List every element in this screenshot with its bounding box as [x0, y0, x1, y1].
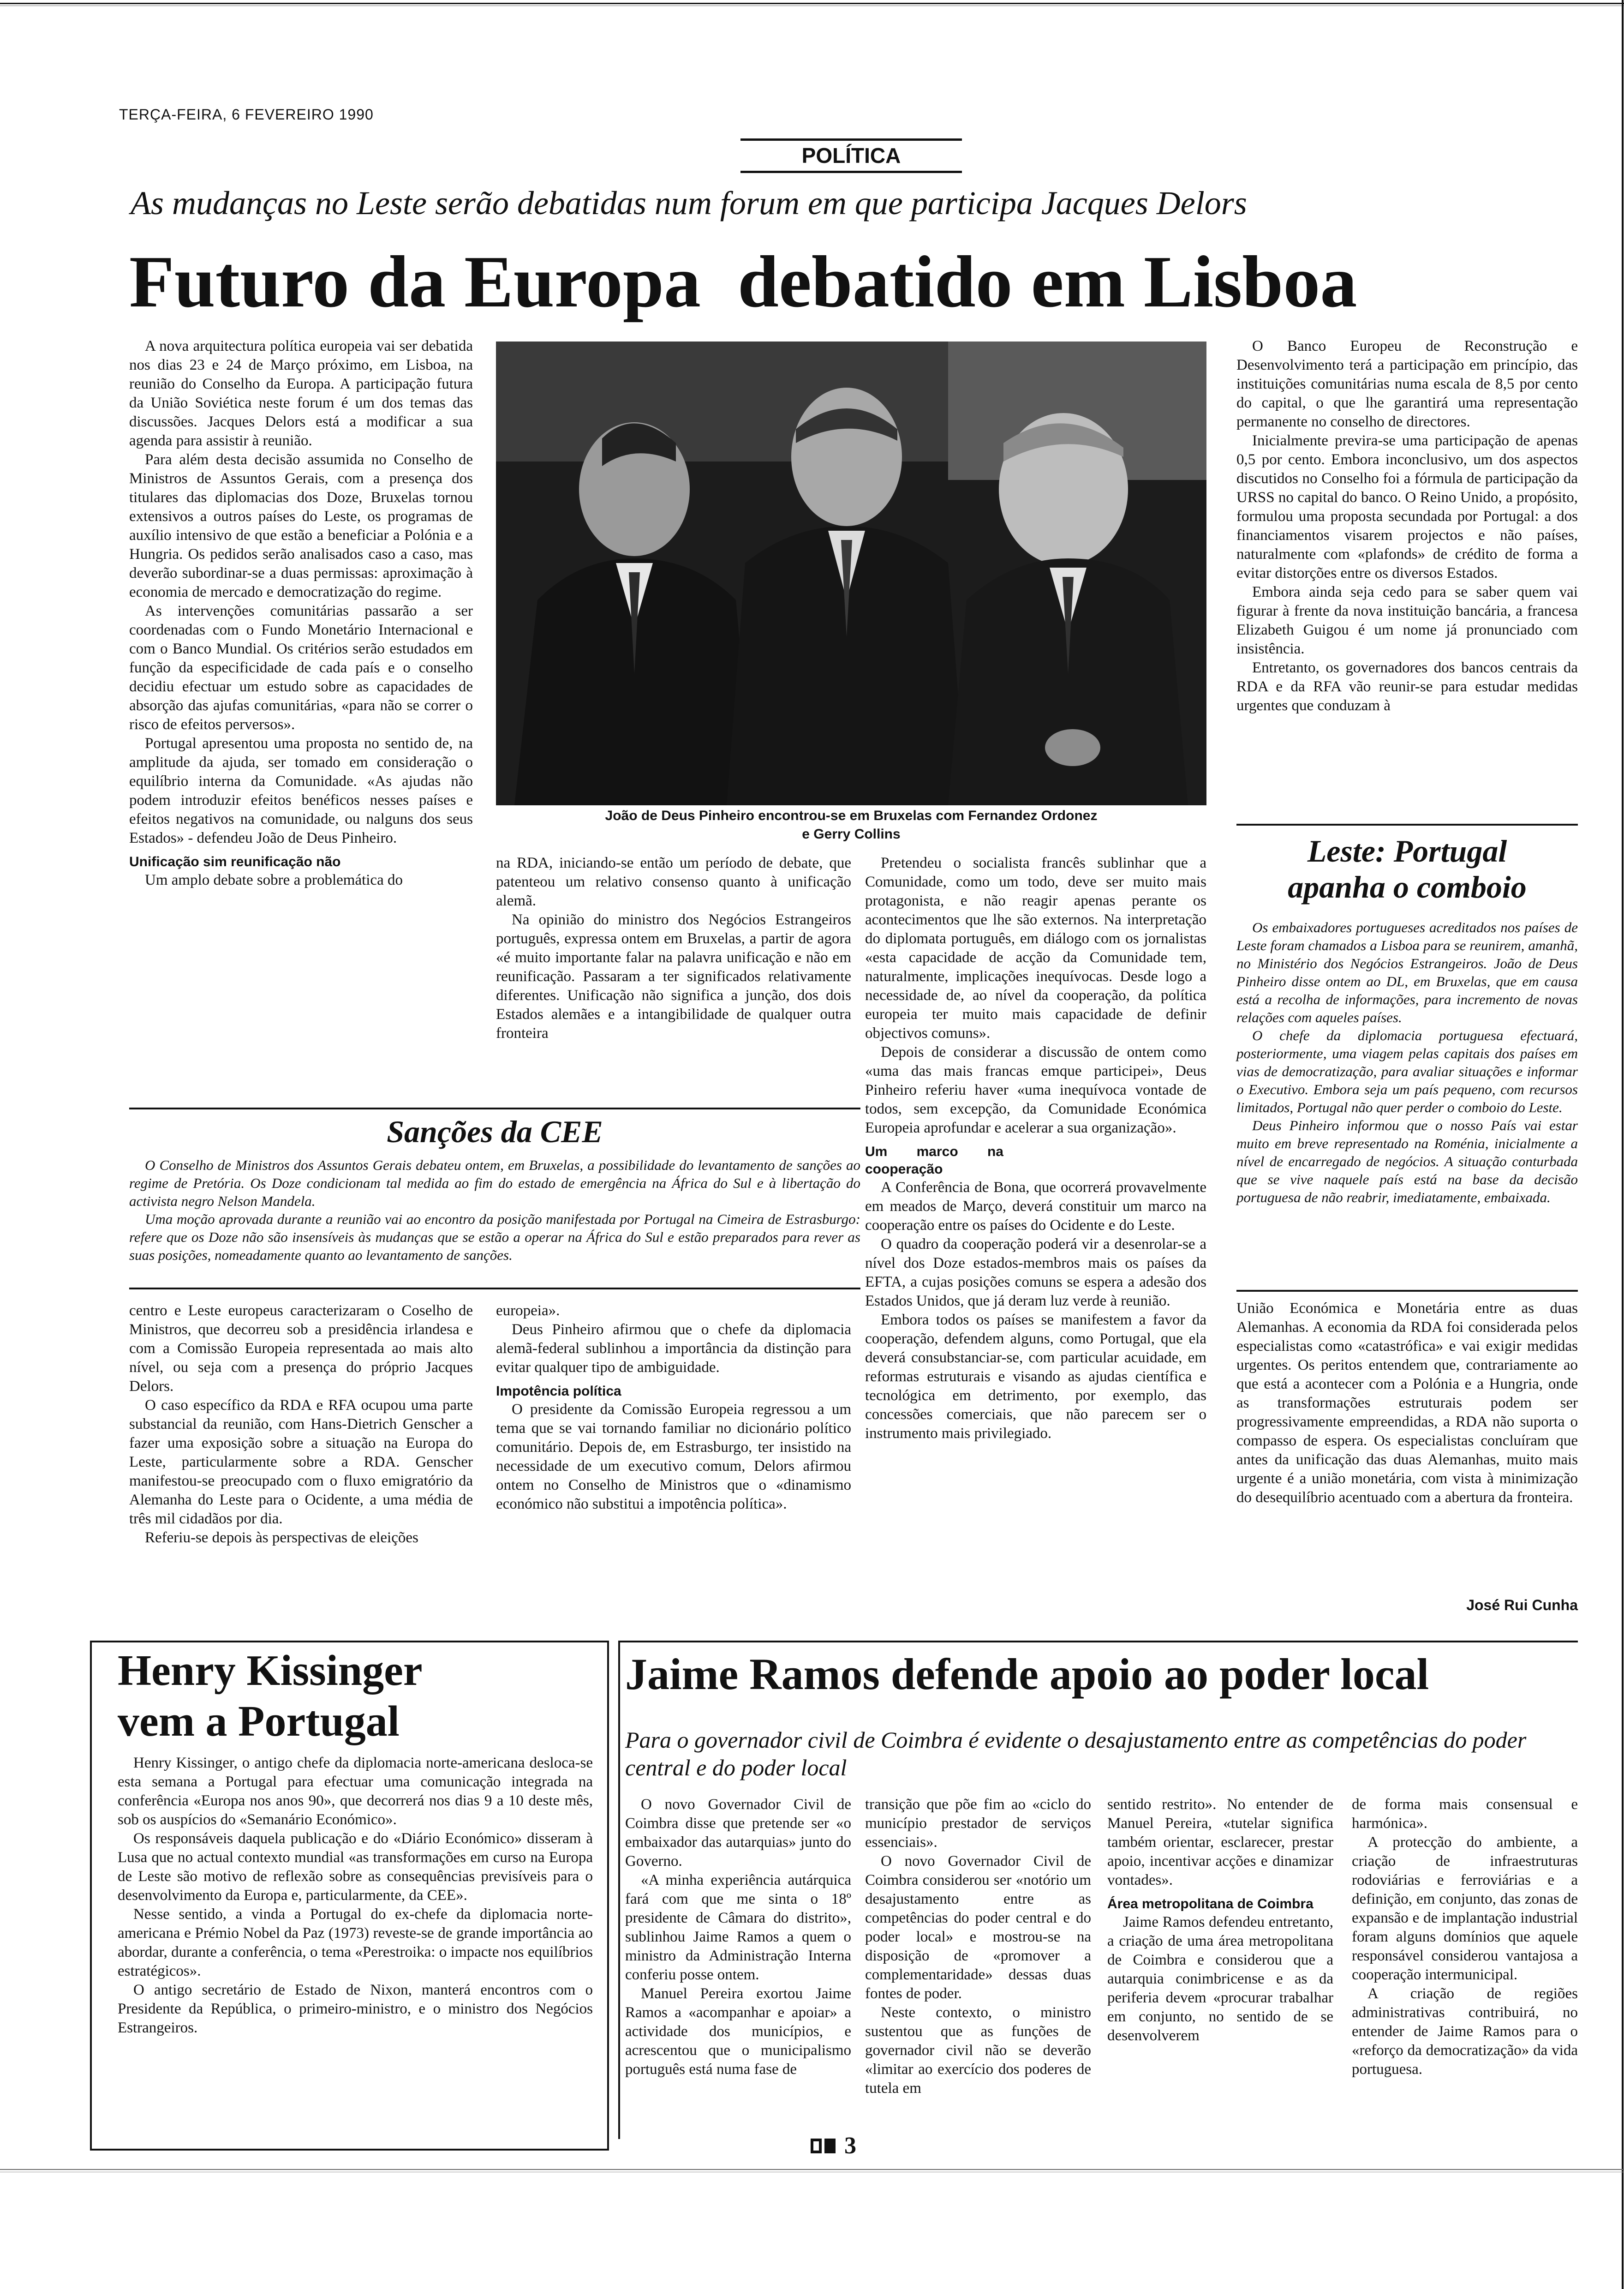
dl-logo-icon — [810, 2137, 837, 2155]
photo-illustration — [496, 342, 1206, 805]
subheading: Impotência política — [496, 1384, 621, 1399]
main-col3 — [865, 854, 1206, 1443]
paragraph: Henry Kissinger, o antigo chefe da diplomacia norte-americana desloca-se esta semana a Portugal para efectuar uma comunicação integrada na conferência «Europa nos anos 90», que decorrerá nos dias 9 a 10 deste mês, sob os auspícios do «Semanário Económico». — [118, 1755, 593, 1828]
paragraph: Manuel Pereira exortou Jaime Ramos a «acompanhar e apoiar» a actividade dos municípios, e acrescentou que o municipalismo português está numa fase de — [625, 1985, 851, 2078]
paragraph: transição que põe fim ao «ciclo do município prestador de serviços essenciais». — [865, 1796, 1091, 1851]
paragraph: A nova arquitectura política europeia vai ser debatida nos dias 23 e 24 de Março próximo, em Lisboa, na reunião do Conselho da Europa. A participação futura da União Soviética neste forum é um dos temas das discussões. Jacques Delors está a modificar a sua agenda para assistir à reunião. — [129, 338, 473, 449]
leste-body — [1236, 918, 1578, 1206]
photo-caption-line: João de Deus Pinheiro encontrou-se em Bruxelas com Fernandez Ordonez — [605, 808, 1098, 823]
paragraph: Embora ainda seja cedo para se saber quem vai figurar à frente da nova instituição bancária, a francesa Elizabeth Guigou é um nome já pronunciado com insistência. — [1236, 584, 1578, 657]
sancoes-rule-bottom — [129, 1288, 860, 1289]
leste-title-line: apanha o comboio — [1288, 869, 1527, 905]
paragraph: Na opinião do ministro dos Negócios Estrangeiros português, expressa ontem em Bruxelas, a partir de agora «é muito importante falar na palavra unificação e não em reunificação. Passaram a ter significados relativamente diferentes. Unificação não significa a junção, dos dois Estados alemães e a intangibilidade de qualquer outra fronteira — [496, 911, 851, 1042]
news-photo — [496, 342, 1206, 805]
kissinger-body — [118, 1754, 593, 2037]
ramos-kicker: Para o governador civil de Coimbra é evidente o desajustamento entre as competências do poder central e do poder local — [625, 1727, 1527, 1780]
top-border — [0, 3, 1624, 4]
paragraph: A protecção do ambiente, a criação de infraestruturas rodoviárias e ferroviárias e a definição, em conjunto, das zonas de expansão e de implantação industrial foram alguns domínios que aquele responsável considerou vantajosa a cooperação intermunicipal. — [1352, 1834, 1578, 1983]
paragraph: Os responsáveis daquela publicação e do «Diário Económico» disseram à Lusa que no actual contexto mundial «as transformações em curso na Europa de Leste são motivo de reflexão sobre as consequências previsíveis para o desenvolvimento da Europa e, particularmente, da CEE». — [118, 1830, 593, 1904]
paragraph: Embora todos os países se manifestem a favor da cooperação, defendem alguns, como Portugal, que ela deverá consubstanciar-se, com particular acuidade, em reformas estruturais e visando as ajudas científica e tecnológica em detrimento, por exemplo, das concessões comerciais, que não parecem ser o instrumento mais privilegiado. — [865, 1312, 1206, 1442]
page-number: 3 — [844, 2133, 856, 2159]
subheading: Um marco na cooperação — [865, 1144, 1003, 1177]
sancoes-title: Sanções da CEE — [387, 1114, 603, 1149]
photo-caption — [496, 807, 1206, 844]
paragraph: O Conselho de Ministros dos Assuntos Gerais debateu ontem, em Bruxelas, a possibilidade do levantamento de sanções ao regime de Pretória. Os Doze condicionam tal medida ao fim do estado de emergência na África do Sul e à libertação do activista negro Nelson Mandela. — [129, 1157, 860, 1209]
ramos-col3 — [1107, 1795, 1333, 2045]
paragraph: Neste contexto, o ministro sustentou que as funções de governador civil não se deverão «limitar ao exercício dos poderes de tutela em — [865, 2004, 1091, 2097]
paragraph: O caso específico da RDA e RFA ocupou uma parte substancial da reunião, com Hans-Dietrich Genscher a fazer uma exposição sobre a situação na Europa do Leste, particularmente sobre a RDA. Genscher manifestou-se preocupado com o fluxo emigratório da Alemanha do Leste para o Ocidente, a uma média de três mil cidadãos por dia. — [129, 1397, 473, 1527]
main-col1 — [129, 337, 473, 890]
paragraph: A Conferência de Bona, que ocorrerá provavelmente em meados de Março, deverá constituir um marco na cooperação entre os países do Ocidente e do Leste. — [865, 1179, 1206, 1234]
paragraph: Deus Pinheiro afirmou que o chefe da diplomacia alemã-federal sublinhou a importância da distinção para evitar qualquer tipo de ambiguidade. — [496, 1321, 851, 1376]
paragraph: O novo Governador Civil de Coimbra disse que pretende ser «o embaixador das autarquias» junto do Governo. — [625, 1796, 851, 1870]
paragraph: O chefe da diplomacia portuguesa efectuará, posteriormente, uma viagem pelas capitais dos países em vias de democratização, para avaliar situações e informar o Executivo. Embora seja um país pequeno, com recursos limitados, Portugal não quer perder o comboio do Leste. — [1236, 1027, 1578, 1115]
paragraph: O novo Governador Civil de Coimbra considerou ser «notório um desajustamento entre as competências do poder central e do poder local» e mostrou-se na disposição de «promover a complementaridade» dessas duas fontes de poder. — [865, 1853, 1091, 2002]
paragraph: Os embaixadores portugueses acreditados nos países de Leste foram chamados a Lisboa para se reunirem, amanhã, no Ministério dos Negócios Estrangeiros. João de Deus Pinheiro disse ontem ao DL, em Bruxelas, que em causa está a recolha de informações, para incremento de novas relações com aqueles países. — [1236, 919, 1578, 1025]
section-rule-top — [740, 138, 962, 141]
page-logo — [800, 2134, 847, 2157]
leste-title-line: Leste: Portugal — [1307, 833, 1507, 869]
ramos-rule-left — [618, 1641, 620, 2139]
paragraph: Portugal apresentou uma proposta no sentido de, na amplitude da ajuda, ser tomado em consideração o equilíbrio interna da Comunidade. «As ajudas não podem introduzir efeitos benéficos nesses países e efeitos negativos na comunidade, ou nalguns dos seus Estados» - defendeu João de Deus Pinheiro. — [129, 735, 473, 846]
leste-rule-top — [1236, 824, 1578, 826]
paragraph: sentido restrito». No entender de Manuel Pereira, «tutelar significa também orientar, esclarecer, prestar apoio, incentivar acções e dinamizar vontades». — [1107, 1796, 1333, 1888]
kissinger-title — [118, 1645, 597, 1747]
paragraph: Jaime Ramos defendeu entretanto, a criação de uma área metropolitana de Coimbra e considerou que a autarquia conimbricense e as da periferia devem «procurar trabalhar em conjunto, no sentido de se desenvolverem — [1107, 1914, 1333, 2044]
leste-rule-bottom — [1236, 1290, 1578, 1292]
ramos-rule-top — [618, 1641, 1578, 1642]
ramos-title: Jaime Ramos defende apoio ao poder local — [625, 1649, 1429, 1699]
sancoes-rule-top — [129, 1108, 860, 1109]
subheading: Área metropolitana de Coimbra — [1107, 1896, 1314, 1911]
issue-date: TERÇA-FEIRA, 6 FEVEREIRO 1990 — [119, 106, 374, 123]
paragraph: Nesse sentido, a vinda a Portugal do ex-chefe da diplomacia norte-americana e Prémio Nobel da Paz (1973) reveste-se de grande importância ao abordar, durante a conferência, o tema «Perestroika: o impacte nos equilíbrios estratégicos». — [118, 1906, 593, 1979]
paragraph: de forma mais consensual e harmónica». — [1352, 1796, 1578, 1832]
paragraph: centro e Leste europeus caracterizaram o Coselho de Ministros, que decorreu sob a presidência irlandesa e com a Comissão Europeia representada ao mais alto nível, ou seja com a presença do próprio Jacques Delors. — [129, 1302, 473, 1395]
paragraph: Para além desta decisão assumida no Conselho de Ministros de Assuntos Gerais, com a presença dos titulares das diplomacias dos Doze, Bruxelas tornou extensivos a outros países do Leste, os programas de auxílio intensivo de que estão a beneficiar a Polónia e a Hungria. Os pedidos serão analisados caso a caso, mas deverão subordinar-se a duas permissas: aproximação à economia de mercado e democratização do regime. — [129, 451, 473, 600]
leste-title — [1236, 833, 1578, 905]
paragraph: União Económica e Monetária entre as duas Alemanhas. A economia da RDA foi considerada pelos especialistas como «catastrófica» e vai exigir medidas urgentes. Os peritos entendem que, contrariamente ao que está a acontecer com a Polónia e a Hungria, onde as transformações estruturais podem ser progressivamente empreendidas, a RDA não suporta o compasso de espera. Os especialistas concluíram que antes da unificação das duas Alemanhas, muito mais urgente é a união monetária, com vista à minimização do desequilíbrio acentuado com a abertura da fronteira. — [1236, 1300, 1578, 1506]
section-label: POLÍTICA — [801, 144, 901, 168]
ramos-col1 — [625, 1795, 851, 2079]
bottom-border — [0, 2169, 1624, 2170]
ramos-col4 — [1352, 1795, 1578, 2079]
main-lower-col2 — [496, 1301, 851, 1514]
paragraph: O antigo secretário de Estado de Nixon, manterá encontros com o Presidente da República, o primeiro-ministro, e o ministro dos Negócios Estrangeiros. — [118, 1982, 593, 2036]
paragraph: Referiu-se depois às perspectivas de eleições — [145, 1529, 418, 1546]
kissinger-title-line: Henry Kissinger — [118, 1647, 423, 1695]
paragraph: O presidente da Comissão Europeia regressou a um tema que se vai tornando familiar no dicionário político comunitário. Depois de, em Estrasburgo, ter insistido na necessidade de um executivo comum, Delors afirmou ontem no Conselho de Ministros que o «dinamismo económico não substitui a impotência política». — [496, 1401, 851, 1512]
section-rule-bottom — [740, 171, 962, 173]
paragraph: Entretanto, os governadores dos bancos centrais da RDA e da RFA vão reunir-se para estudar medidas urgentes que conduzam à — [1236, 659, 1578, 714]
main-col2 — [496, 854, 851, 1043]
paragraph: Deus Pinheiro informou que o nosso País vai estar muito em breve representado na Roménia, inicialmente a nível de encarregado de negócios. A situação conturbada que se vive naquele país está na base da decisão portuguesa de não reabrir, imediatamente, embaixada. — [1236, 1117, 1578, 1205]
paragraph: Um amplo debate sobre a problemática do — [145, 872, 403, 888]
photo-caption-line: e Gerry Collins — [802, 827, 901, 842]
paragraph: O quadro da cooperação poderá vir a desenrolar-se a nível dos Doze estados-membros mais os países da EFTA, a cujas posições comuns se espera a adesão dos Estados Unidos, que já deram luz verde à reunião. — [865, 1236, 1206, 1309]
paragraph: Uma moção aprovada durante a reunião vai ao encontro da posição manifestada por Portugal na Cimeira de Estrasburgo: refere que os Doze não são insensíveis às mudanças que se estão a operar na África do Sul e estão preparados para rever as suas posições, nomeadamente quanto ao levantamento de sanções. — [129, 1211, 860, 1263]
paragraph: Depois de considerar a discussão de ontem como «uma das mais francas emque participei», Deus Pinheiro referiu haver «uma inequívoca vontade de todos, sem excepção, da Comunidade Económica Europeia aprofundar e acelerar a sua organização». — [865, 1044, 1206, 1136]
sancoes-body — [129, 1156, 860, 1264]
paragraph: Pretendeu o socialista francês sublinhar que a Comunidade, como um todo, deve ser muito mais protagonista, e não reagir apenas perante os acontecimentos que lhe são externos. Na interpretação do diplomata português, em diálogo com os jornalistas «esta capacidade de acção da Comunidade tem, naturalmente, implicações inequívocas. Desde logo a necessidade de, ao nível da cooperação, da política europeia ter muito mais capacidade de definir objectivos comuns». — [865, 855, 1206, 1042]
paragraph: «A minha experiência autárquica fará com que me sinta o 18º presidente de Câmara do distrito», sublinhou Jaime Ramos a quem o ministro da Administração Interna conferiu posse ontem. — [625, 1872, 851, 1983]
ramos-col2 — [865, 1795, 1091, 2098]
paragraph: As intervenções comunitárias passarão a ser coordenadas com o Fundo Monetário Internacional e com o Banco Mundial. Os critérios serão estudados em função da especificidade de cada país e o conselho decidiu efectuar um estudo sobre as capacidades de absorção das ajufas comunitárias, «para não se correr o risco de efeitos perversos». — [129, 603, 473, 733]
byline: José Rui Cunha — [1466, 1597, 1578, 1613]
subheading: Unificação sim reunificação não — [129, 854, 341, 869]
paragraph: O Banco Europeu de Reconstrução e Desenvolvimento terá a participação em princípio, das instituições comunitárias numa escala de 8,5 por cento do capital, o que lhe garantirá uma representação permanente no conselho de directores. — [1236, 338, 1578, 430]
main-col4-bottom — [1236, 1299, 1578, 1507]
paragraph: europeia». — [496, 1302, 560, 1319]
kissinger-title-line: vem a Portugal — [118, 1697, 400, 1745]
main-headline: Futuro da Europa debatido em Lisboa — [129, 240, 1357, 323]
main-lower-col1 — [129, 1301, 473, 1547]
main-col4 — [1236, 337, 1578, 715]
paragraph: Inicialmente previra-se uma participação de apenas 0,5 por cento. Embora inconclusivo, um dos aspectos discutidos no Conselho foi a fórmula de participação da URSS no capital do banco. O Reino Unido, a propósito, formulou uma proposta secundada por Portugal: a dos financiamentos visarem projectos e não países, naturalmente com «plafonds» de crédito de forma a evitar distorções entre os diversos Estados. — [1236, 432, 1578, 581]
main-kicker: As mudanças no Leste serão debatidas num forum em que participa Jacques Delors — [131, 185, 1247, 222]
paragraph: A criação de regiões administrativas contribuirá, no entender de Jaime Ramos para o «reforço da democratização» da vida portuguesa. — [1352, 1985, 1578, 2078]
paragraph: na RDA, iniciando-se então um período de debate, que patenteou um relativo consenso quanto à unificação alemã. — [496, 855, 851, 909]
right-edge — [1622, 0, 1624, 2289]
